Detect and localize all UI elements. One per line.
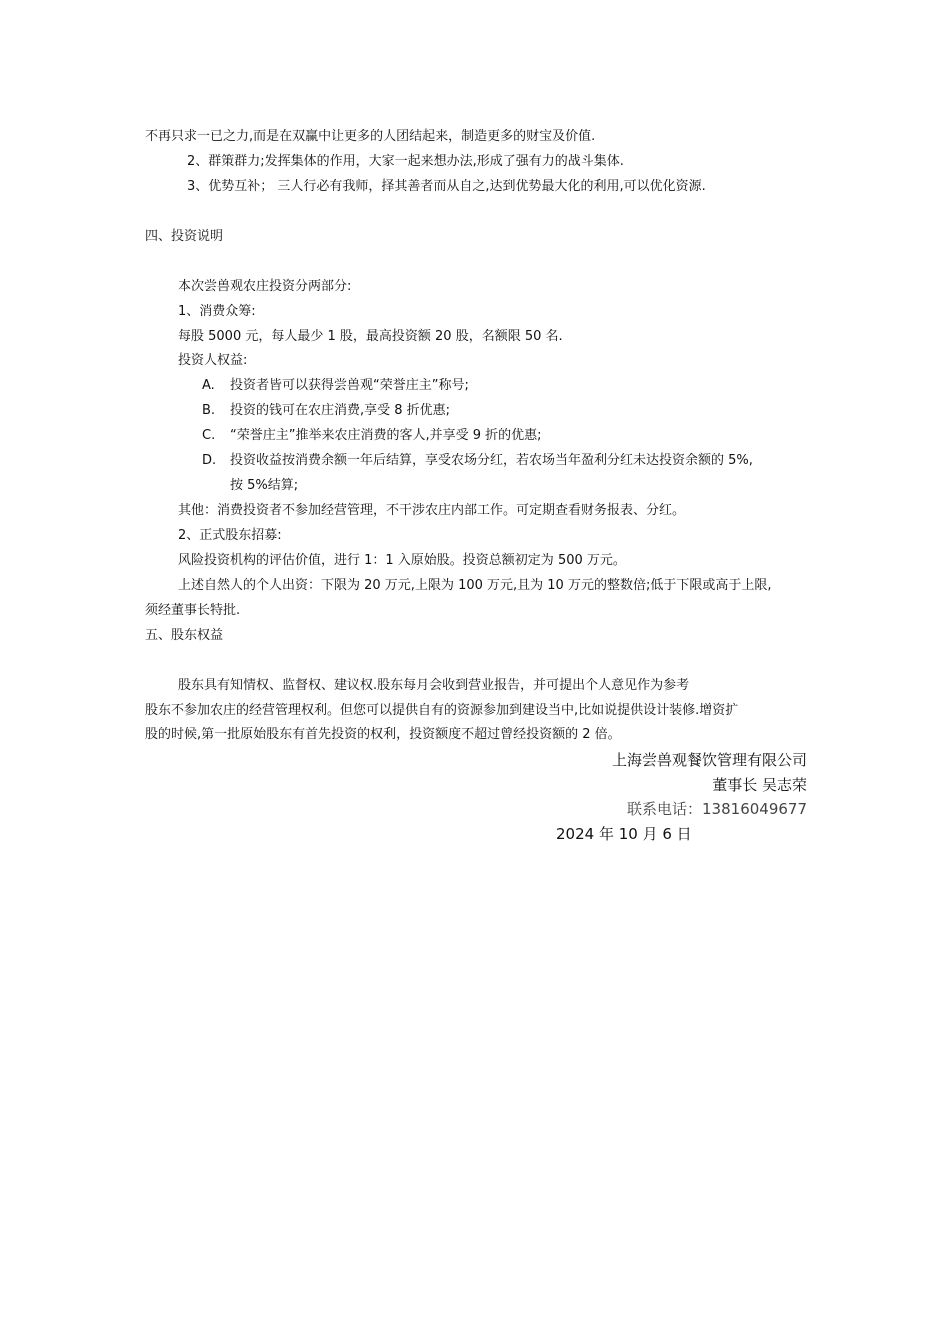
part2-limit: 上述自然人的个人出资：下限为 20 万元,上限为 100 万元,且为 10 万元的整数倍;低于下限或高于上限,	[178, 578, 772, 593]
rights-marker-b: B.	[202, 403, 216, 418]
other-note: 其他：消费投资者不参加经营管理，不干涉农庄内部工作。可定期查看财务报表、分红。	[178, 503, 686, 518]
signature-title-name: 董事长 吴志荣	[712, 776, 807, 794]
rights-marker-a: A.	[202, 378, 215, 393]
section-5-line-1: 股东具有知情权、监督权、建议权.股东每月会收到营业报告，并可提出个人意见作为参考	[178, 678, 690, 693]
part1-price: 每股 5000 元，每人最少 1 股，最高投资额 20 股，名额限 50 名.	[178, 329, 563, 344]
section-4-heading: 四、投资说明	[145, 229, 224, 244]
section-5-line-3: 股的时候,第一批原始股东有首先投资的权利，投资额度不超过曾经投资额的 2 倍。	[145, 727, 621, 742]
signature-phone: 联系电话：13816049677	[627, 800, 807, 818]
intro-line: 不再只求一已之力,而是在双赢中让更多的人团结起来，制造更多的财宝及价值.	[145, 129, 596, 144]
rights-item-b: 投资的钱可在农庄消费,享受 8 折优惠;	[230, 403, 451, 418]
part1-heading: 1、消费众筹:	[178, 304, 256, 319]
rights-item-c: “荣誉庄主”推举来农庄消费的客人,并享受 9 折的优惠;	[230, 428, 542, 443]
part2-limit-continued: 须经董事长特批.	[145, 603, 241, 618]
section-4-intro: 本次尝兽观农庄投资分两部分:	[178, 279, 352, 294]
part2-heading: 2、正式股东招募:	[178, 528, 282, 543]
part2-valuation: 风险投资机构的评估价值，进行 1：1 入原始股。投资总额初定为 500 万元。	[178, 553, 626, 568]
point-2: 2、群策群力;发挥集体的作用，大家一起来想办法,形成了强有力的战斗集体.	[187, 154, 624, 169]
rights-marker-d: D.	[202, 453, 217, 468]
rights-item-d-continued: 按 5%结算;	[230, 478, 299, 493]
signature-company: 上海尝兽观餐饮管理有限公司	[611, 751, 807, 769]
point-3: 3、优势互补； 三人行必有我师，择其善者而从自之,达到优势最大化的利用,可以优化资源.	[187, 179, 706, 194]
rights-marker-c: C.	[202, 428, 216, 443]
signature-date: 2024 年 10 月 6 日	[556, 825, 692, 843]
section-5-line-2: 股东不参加农庄的经营管理权利。但您可以提供自有的资源参加到建设当中,比如说提供设计装修.增资扩	[145, 703, 739, 718]
section-5-heading: 五、股东权益	[145, 628, 224, 643]
rights-item-d: 投资收益按消费余额一年后结算，享受农场分红，若农场当年盈利分红未达投资余额的 5%,	[230, 453, 753, 468]
rights-item-a: 投资者皆可以获得尝兽观“荣誉庄主”称号;	[230, 378, 469, 393]
rights-heading: 投资人权益:	[178, 353, 248, 368]
